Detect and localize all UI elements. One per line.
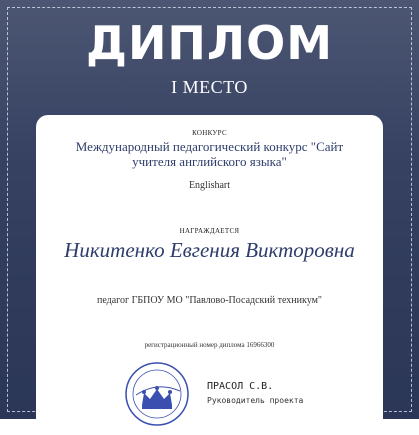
recipient-name: Никитенко Евгения Викторовна xyxy=(64,238,355,262)
diploma-title: ДИПЛОМ xyxy=(85,16,334,70)
recipient-position: педагог ГБПОУ МО "Павлово-Посадский техникум" xyxy=(97,295,322,306)
contest-label: КОНКУРС xyxy=(192,129,227,137)
awarded-label: НАГРАЖДАЕТСЯ xyxy=(179,227,240,235)
signer-role: Руководитель проекта xyxy=(207,396,304,405)
place-label: I МЕСТО xyxy=(171,77,248,97)
signer-name: ПРАСОЛ С.В. xyxy=(207,381,274,392)
contest-name: Международный педагогический конкурс "Сайт учителя английского языка" xyxy=(75,139,344,169)
organization-name: Englishart xyxy=(188,180,231,191)
diploma-card xyxy=(36,115,383,435)
crown-stamp-icon xyxy=(124,361,190,427)
registration-number: регистрационный номер диплома 16966300 xyxy=(144,341,275,349)
